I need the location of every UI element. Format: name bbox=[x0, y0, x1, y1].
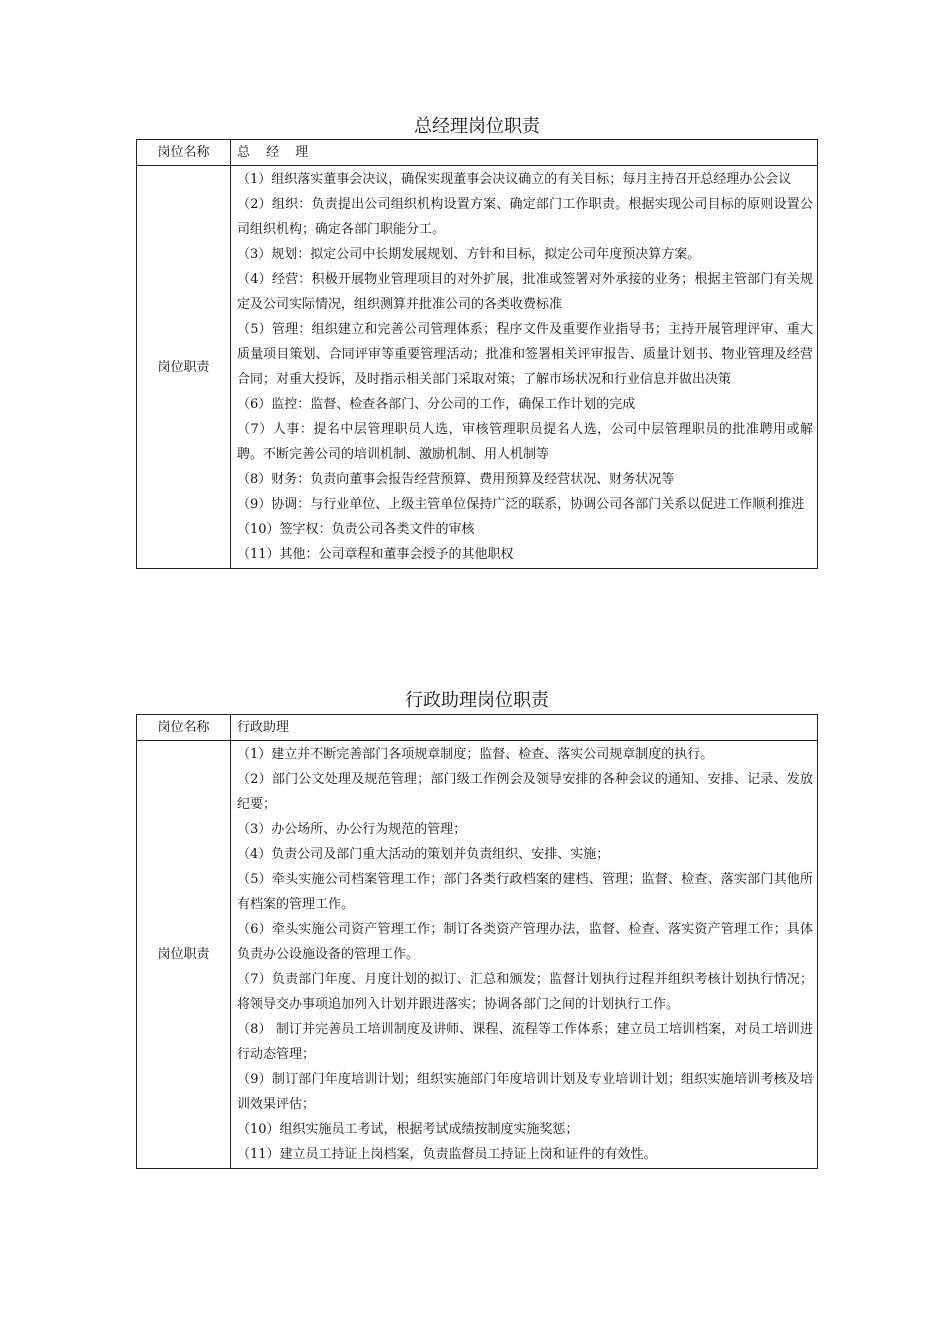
duty-item: （2）部门公文处理及规范管理；部门级工作例会及领导安排的各种会议的通知、安排、记录、发放纪要； bbox=[237, 772, 813, 812]
duty-item: （1）组织落实董事会决议，确保实现董事会决议确立的有关目标；每月主持召开总经理办公会议 bbox=[237, 172, 792, 187]
duty-item: （3）规划：拟定公司中长期发展规划、方针和目标，拟定公司年度预决算方案。 bbox=[237, 247, 701, 262]
duty-item: （2）组织：负责提出公司组织机构设置方案、确定部门工作职责。根据实现公司目标的原则设置公司组织机构；确定各部门职能分工。 bbox=[237, 197, 813, 237]
duty-item: （9）制订部门年度培训计划；组织实施部门年度培训计划及专业培训计划；组织实施培训考核及培训效果评估； bbox=[237, 1072, 813, 1112]
duties-label: 岗位职责 bbox=[137, 166, 231, 569]
position-name-label: 岗位名称 bbox=[137, 140, 231, 166]
duty-table-admin-assistant bbox=[136, 714, 818, 1169]
duty-item: （8） 制订并完善员工培训制度及讲师、课程、流程等工作体系；建立员工培训档案，对员工培训进行动态管理； bbox=[237, 1022, 813, 1062]
duty-item: （4）经营：积极开展物业管理项目的对外扩展，批准或签署对外承接的业务；根据主管部门有关规定及公司实际情况，组织测算并批准公司的各类收费标准 bbox=[237, 272, 813, 312]
duty-item: （10）签字权：负责公司各类文件的审核 bbox=[237, 522, 475, 537]
section-title-general-manager: 总经理岗位职责 bbox=[414, 116, 540, 137]
duty-item: （7）人事：提名中层管理职员人选，审核管理职员提名人选，公司中层管理职员的批准聘用或解聘。不断完善公司的培训机制、激励机制、用人机制等 bbox=[237, 422, 813, 462]
duty-item: （5）牵头实施公司档案管理工作；部门各类行政档案的建档、管理；监督、检查、落实部门其他所有档案的管理工作。 bbox=[237, 872, 813, 912]
duty-item: （6）监控：监督、检查各部门、分公司的工作，确保工作计划的完成 bbox=[237, 397, 636, 412]
duty-item: （8）财务：负责向董事会报告经营预算、费用预算及经营状况、财务状况等 bbox=[237, 472, 675, 487]
position-name-value: 行政助理 bbox=[231, 715, 818, 741]
duty-item: （4）负责公司及部门重大活动的策划并负责组织、安排、实施； bbox=[237, 847, 610, 862]
duties-label: 岗位职责 bbox=[137, 741, 231, 1169]
duties-list bbox=[231, 166, 818, 569]
duty-item: （11）其他：公司章程和董事会授予的其他职权 bbox=[237, 547, 514, 562]
duty-item: （5）管理：组织建立和完善公司管理体系；程序文件及重要作业指导书；主持开展管理评审、重大质量项目策划、合同评审等重要管理活动；批准和签署相关评审报告、质量计划书、物业管理及经营合同；对重大投诉，及时指示相关部门采取对策；了解市场状况和行业信息并做出决策 bbox=[237, 322, 813, 387]
duty-item: （3）办公场所、办公行为规范的管理； bbox=[237, 822, 467, 837]
duty-item: （1）建立并不断完善部门各项规章制度；监督、检查、落实公司规章制度的执行。 bbox=[237, 747, 714, 762]
duty-item: （6）牵头实施公司资产管理工作；制订各类资产管理办法，监督、检查、落实资产管理工作；具体负责办公设施设备的管理工作。 bbox=[237, 922, 813, 962]
position-name-label: 岗位名称 bbox=[137, 715, 231, 741]
duty-item: （9）协调：与行业单位、上级主管单位保持广泛的联系，协调公司各部门关系以促进工作顺利推进 bbox=[237, 497, 805, 512]
duty-item: （11）建立员工持证上岗档案，负责监督员工持证上岗和证件的有效性。 bbox=[237, 1147, 657, 1162]
duty-table-general-manager bbox=[136, 139, 818, 569]
duties-list bbox=[231, 741, 818, 1169]
position-name-value: 总 经 理 bbox=[231, 140, 818, 166]
duty-item: （10）组织实施员工考试，根据考试成绩按制度实施奖惩； bbox=[237, 1122, 579, 1137]
duty-item: （7）负责部门年度、月度计划的拟订、汇总和颁发；监督计划执行过程并组织考核计划执行情况；将领导交办事项追加列入计划并跟进落实；协调各部门之间的计划执行工作。 bbox=[237, 972, 813, 1012]
section-title-admin-assistant: 行政助理岗位职责 bbox=[405, 690, 549, 711]
